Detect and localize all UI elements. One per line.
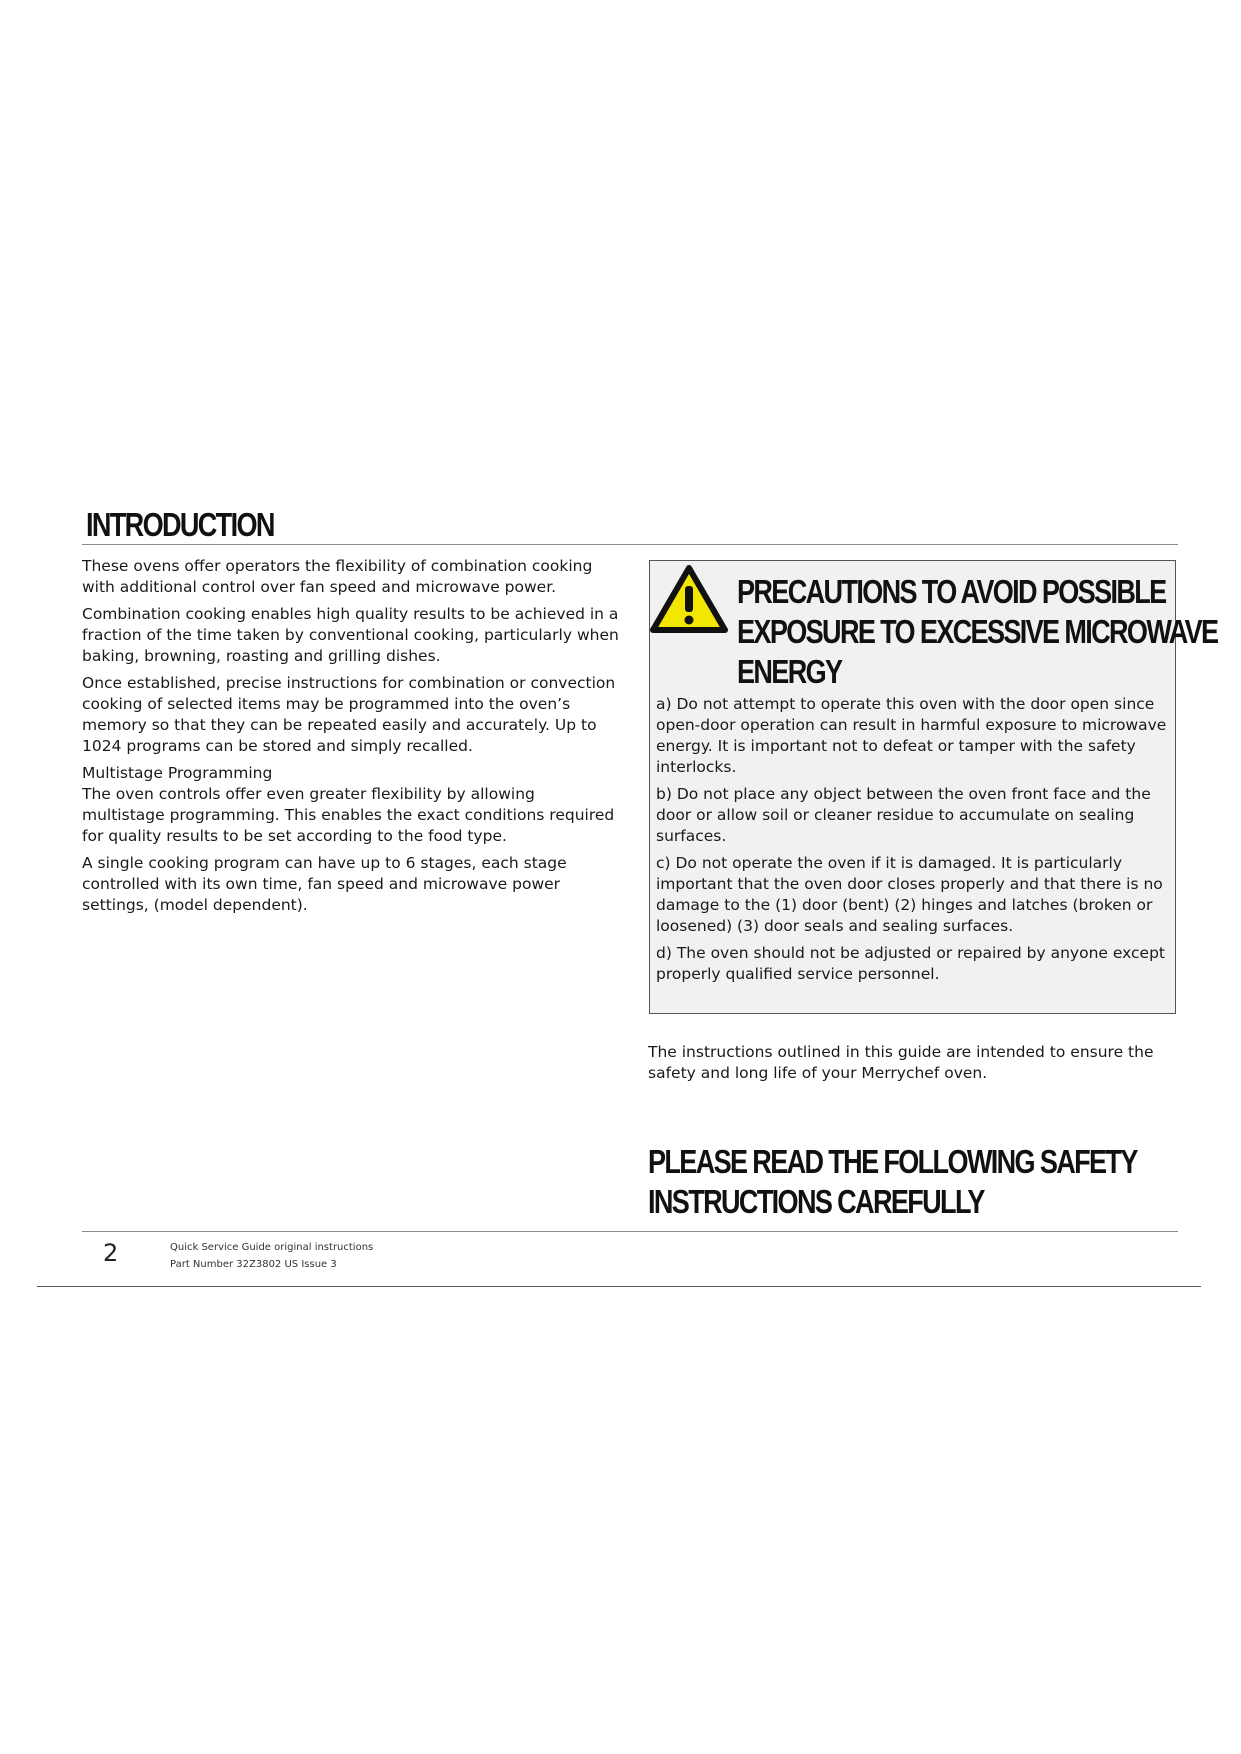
- page-number: 2: [103, 1239, 119, 1267]
- precaution-item: c) Do not operate the oven if it is damaged. It is particularly important that the oven door closes properly and that there is no damage to the (1) door (bent) (2) hinges and latches (broken or loosened) (3) door seals and sealing surfaces.: [656, 854, 1163, 935]
- precautions-title-line: PRECAUTIONS TO AVOID POSSIBLE: [737, 573, 1166, 610]
- precaution-item: d) The oven should not be adjusted or repaired by anyone except properly qualified service personnel.: [656, 944, 1165, 983]
- intro-paragraph: Combination cooking enables high quality results to be achieved in a fraction of the time taken by conventional cooking, particularly when baking, browning, roasting and grilling dishes.: [82, 605, 619, 665]
- footer-guide-title: Quick Service Guide original instructions: [170, 1242, 374, 1253]
- safety-heading-line: PLEASE READ THE FOLLOWING SAFETY: [648, 1143, 1137, 1180]
- precautions-list: [656, 694, 1170, 991]
- precautions-title-line: ENERGY: [737, 653, 842, 690]
- introduction-title: INTRODUCTION: [86, 506, 274, 543]
- multistage-paragraph: The oven controls offer even greater flexibility by allowing multistage programming. This enables the exact conditions required for quality results to be set according to the food type.: [82, 785, 615, 845]
- precautions-title-line: EXPOSURE TO EXCESSIVE MICROWAVE: [737, 613, 1218, 650]
- header-rule: [82, 544, 1178, 545]
- safety-heading-line: INSTRUCTIONS CAREFULLY: [648, 1183, 984, 1220]
- intro-paragraph: These ovens offer operators the flexibility of combination cooking with additional control over fan speed and microwave power.: [82, 557, 593, 596]
- guide-note: The instructions outlined in this guide are intended to ensure the safety and long life of your Merrychef oven.: [648, 1043, 1154, 1082]
- precaution-item: b) Do not place any object between the oven front face and the door or allow soil or cleaner residue to accumulate on sealing surfaces.: [656, 785, 1151, 845]
- footer-part-number: Part Number 32Z3802 US Issue 3: [170, 1259, 337, 1270]
- page-bottom-rule: [37, 1286, 1201, 1287]
- footer-rule: [82, 1231, 1178, 1232]
- safety-instructions-heading: [648, 1142, 1140, 1222]
- intro-paragraph: Once established, precise instructions for combination or convection cooking of selected items may be programmed into the oven’s memory so that they can be repeated easily and accurately. Up to 1024 programs can be stored and simply recalled.: [82, 674, 616, 755]
- multistage-paragraph: A single cooking program can have up to 6 stages, each stage controlled with its own time, fan speed and microwave power settings, (model dependent).: [82, 854, 567, 914]
- multistage-heading: Multistage Programming: [82, 764, 273, 782]
- precautions-title: [737, 572, 1218, 692]
- introduction-body: [82, 556, 622, 922]
- warning-triangle-icon: [650, 564, 728, 634]
- precaution-item: a) Do not attempt to operate this oven with the door open since open-door operation can result in harmful exposure to microwave energy. It is important not to defeat or tamper with the safety interlocks.: [656, 695, 1167, 776]
